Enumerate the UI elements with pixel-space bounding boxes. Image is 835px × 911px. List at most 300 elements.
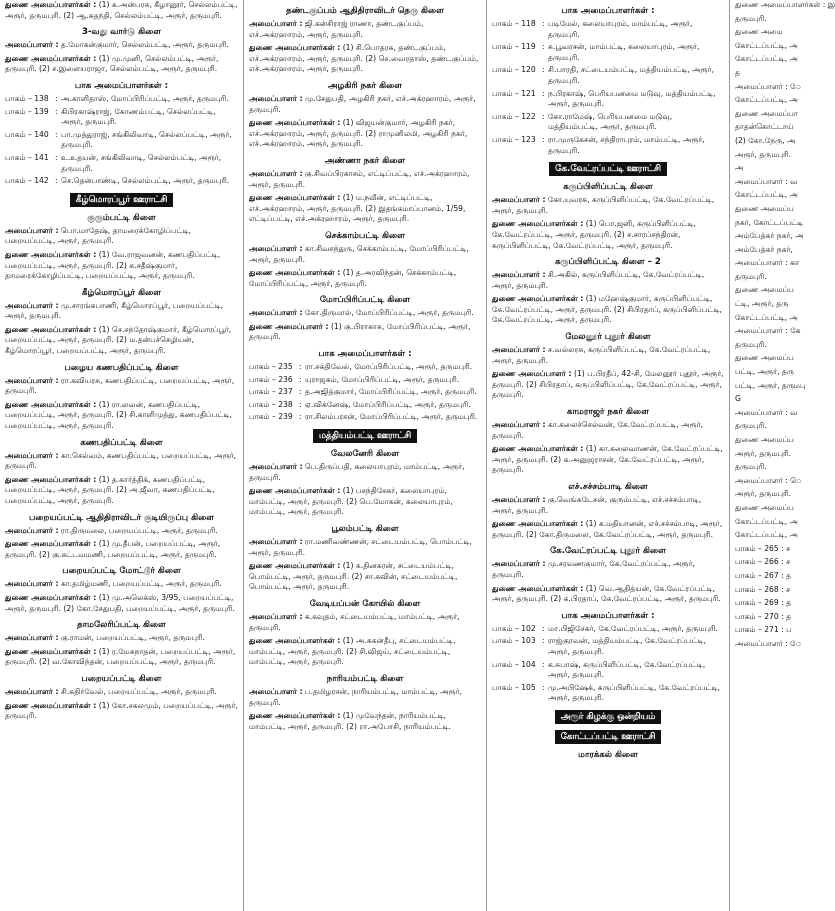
column-2 [243,0,486,911]
member-details: கு.சிவப்பிரகாசம், எட்டிப்பட்டி, எச்.அக்ரஹாரம், அரூர், தருமபுரி. [249,168,470,189]
role-label: துணை அமைப்பாளர்கள் : [5,539,97,549]
cropped-text-line: த [735,67,740,77]
branch-heading: அண்ணா நகர் கிளை [324,155,406,166]
booth-entry [249,400,481,411]
member-details: ச.வல்லரசு, கருப்பிளிப்பட்டி, கே.வேட்ரப்பட்டி, அரூர், தருமபுரி. [492,345,711,365]
role-label: அமைப்பாளர் : [249,243,303,253]
member-entry [492,519,724,540]
member-details: சி.கதிர்வேல், பறையப்பட்டி, அரூர், தருமபுரி. [58,686,217,696]
member-details: கு.வெங்கடேசன், குரும்பட்டி, எச்.சச்சம்பாடி, அரூர், தருமபுரி. [492,495,702,515]
branch-heading: தாமலேரிப்பட்டி கிளை [77,620,166,631]
booth-member: ரா.சக்திவேல், மோப்பிரிப்பட்டி, அரூர், தருமபுரி. [305,362,473,372]
member-details: (1) மு.தீபன், பறையப்பட்டி, அரூர், தருமபுரி. (2) கு.கட்டவமணி, பறையப்பட்டி, அரூர், தருமபுரி. [5,539,221,559]
booth-number: பாகம் – 142 [5,176,49,186]
role-label: துணை அமைப்பாளர்கள் : [5,399,97,409]
role-label: துணை அமைப்பாளர் : [492,369,572,379]
branch-heading: பழைய கணபதிப்பட்டி கிளை [64,362,179,373]
member-entry [5,579,238,590]
cropped-text-line: அமைப்பாளர் : வ [735,407,798,417]
branch-heading: வேலனேரி கிளை [331,449,399,460]
booth-entry [492,624,724,635]
branch-heading: செக்காம்பட்டி கிளை [325,230,405,241]
cropped-text-line: நகர், கோட்டப்பட்டி [735,217,804,227]
member-entry [492,219,724,251]
booth-member: படிமேல், கலையாபுரம், மாம்பட்டி, அரூர், தருமபுரி. [548,19,693,39]
member-details: (1) கோ.சகலமும், பறையப்பட்டி, அரூர், தருமபுரி. [5,700,238,721]
member-details: ரா.கவியரசு, கணபதிப்பட்டி, பறையப்பட்டி, அரூர், தருமபுரி. [5,375,235,396]
cropped-text-line: அரூர், தருமபுரி. [735,489,791,499]
separator: : [55,106,58,116]
member-entry [5,301,238,322]
cropped-text-line: அமைப்பாளர் : ே [735,638,802,648]
member-entry [249,94,481,115]
member-entry [492,345,724,366]
role-label: துணை அமைப்பாளர்கள் : [249,193,341,203]
role-label: அமைப்பாளர் : [249,462,303,472]
cropped-text-line: துணை அமைப்ப [735,502,794,512]
branch-heading: 3-வது வார்டு கிளை [81,27,161,38]
cropped-text-line: பாகம் – 268 : ச [735,584,791,594]
booth-member: ஏ.விக்னேஷ், மோப்பிரிப்பட்டி, அரூர், தருமபுரி. [305,399,471,409]
separator: : [55,93,58,103]
cropped-text-line: கோட்டப்பட்டி, அ [735,530,798,540]
member-details: (1) ர.மேகநாதன், பறையப்பட்டி, அரூர், தருமபுரி. (2) வ.கோவிந்தன், பறையப்பட்டி, அரூர், தருமபுரி. [5,646,236,667]
member-details: (1) க.மதியானன், எச்.சச்சம்பாடி, அரூர், தருமபுரி. (2) கோ.திருமலை, கே.வேட்ரப்பட்டி, அரூர், தருமபுரி. [492,519,723,539]
role-label: அமைப்பாளர் : [492,495,546,504]
member-details: (1) ப.பிரதீப், 42-சி, மேலனூர் புதூர், அரூர், தருமபுரி. (2) சிபிரதாப், கருப்பிளிப்பட்டி, கே.வேட்ரப்பட்டி, அரூர், தருமபுரி. [492,369,724,400]
booth-member: யுராஜகம், மோப்பிரிப்பட்டி, அரூர், தருமபுரி. [305,374,460,384]
separator: : [542,134,545,144]
booth-entry [492,89,724,110]
section-banner [492,162,724,176]
branch-heading: நாரியம்பட்டி கிளை [326,673,404,684]
booth-entry [5,153,238,174]
booth-number: பாகம் – 105 [492,682,536,692]
role-label: அமைப்பாளர் : [5,686,59,696]
member-entry [249,561,481,593]
member-entry [249,43,481,75]
role-label: துணை அமைப்பாளர்கள் : [492,583,584,593]
booth-member: ரா.முருகேசன், சந்திராபுரம், மாம்பட்டி, அரூர், தருமபுரி. [548,134,705,155]
member-details: மு.சேதுபதி, அழகிரி நகர், எச்.அக்ரஹாரம், அரூர், தருமபுரி. [249,93,476,114]
cropped-text-line: G [735,394,741,404]
booth-entry [492,65,724,86]
cropped-text-line: துணை அமைப்பாளர்கள் : இ [735,0,835,9]
cropped-text-line: கோட்டப்பட்டி, அ [735,95,798,105]
section-banner-label: மத்தியம்பட்டி ஊராட்சி [313,429,417,443]
booth-entry [249,412,481,423]
role-label: துணை அமைப்பாளர்கள் : [249,268,341,278]
member-details: (1) வெ.ஆதித்யன், கே.வேட்ரப்பட்டி, அரூர், தருமபுரி. (2) க.பிரதாப், கே.வேட்ரப்பட்டி, அரூர், தருமபுரி. [492,583,721,604]
separator: : [299,374,302,384]
booth-number: பாகம் – 121 [492,88,536,98]
booth-number: பாகம் – 139 [5,106,49,116]
booth-entry [492,660,724,681]
member-details: (1) த.கார்த்திக், கணபதிப்பட்டி, பறையப்பட்டி, அரூர், தருமபுரி. (2) அ.ஜீவா, கணபதிப்பட்டி, பறையப்பட்டி, அரூர், தருமபுரி. [5,474,215,505]
member-entry [5,526,238,537]
member-entry [249,193,481,225]
role-label: அமைப்பாளர் : [5,579,59,589]
section-banner-label: கீழ்மொரப்பூர் ஊராட்சி [70,193,174,207]
cropped-text-line: அமைப்பாளர் : ெ [735,475,802,485]
booth-entry [492,636,724,657]
section-banner [492,710,724,724]
member-entry [492,559,724,580]
member-details: (1) வே.ராஜவனன், கணபதிப்பட்டி, பறையப்பட்டி, அரூர், தருமபுரி. (2) க.சதீஷ்குமார், தாமரைக்கோழிப்பட்டி, பறையப்பட்டி, அரூர், தருமபுரி. [5,249,221,281]
cropped-text-line: (2) கோ.நேரு, அ [735,135,796,145]
booth-number: பாகம் – 118 [492,19,536,28]
role-label: துணை அமைப்பாளர்கள் : [492,294,584,304]
section-banner-label: அரூர் கிழக்கு ஒன்றியம் [555,710,662,724]
booth-number: பாகம் – 235 [249,362,293,372]
booth-member: க.சுபாஷ், கருப்பிளிப்பட்டி, கே.வேட்ரப்பட்டி, அரூர், தருமபுரி. [548,659,706,680]
role-label: துணை அமைப்பாளர்கள் : [5,700,97,710]
booth-number: பாகம் – 141 [5,152,49,162]
role-label: அமைப்பாளர் : [492,270,546,280]
cropped-text-line: தருமபுரி. [735,271,767,281]
branch-heading: அழகிரி நகர் கிளை [327,80,403,91]
member-details: (1) சி.பொதரசு, தண்டகுப்பம், எச்.அக்ரஹாரம், அரூர், தருமபுரி. (2) செ.வைரதாஸ், தண்டகுப்பம், எச்.அக்ரஹாரம், அரூர், தருமபுரி. [249,43,479,74]
member-entry [249,118,481,150]
member-details: (1) பசந்திசேகர், கலையாபுரம், மாம்பட்டி, அரூர், தருமபுரி. (2) பெ.மோகன், கலையாபுரம், மாம்பட்டி, அரூர், தருமபுரி. [249,486,453,517]
branch-heading: மோப்பிரிப்பட்டி கிளை [319,295,411,306]
role-label: அமைப்பாளர் : [249,168,303,178]
role-label: அமைப்பாளர் : [5,633,59,643]
member-entry [249,268,481,289]
role-label: துணை அமைப்பாளர்கள் : [5,474,97,484]
cropped-text-line: அரூர், தருமபுரி. [735,149,791,159]
member-entry [249,711,481,732]
cropped-text-line: துணை அமைப்பா [735,108,798,118]
member-details: (1) மஹேஷ்குமார், கருப்பிளிப்பட்டி, கே.வேட்ரப்பட்டி, அரூர், தருமபுரி. (2) சிபிரதாப், கருப்பிளிப்பட்டி, கே.வேட்ரப்பட்டி, அரூர், தருமபுரி. [492,294,722,325]
member-details: (1) ரா.லவன், கணபதிப்பட்டி, பறையப்பட்டி, அரூர், தருமபுரி. (2) சி.காளிமுத்து, கணபதிப்பட்டி, பறையப்பட்டி, அரூர், தருமபுரி. [5,399,232,431]
cropped-text-line: தாதன்கொட்டாய் [735,122,794,132]
section-banner-label: கே.வேட்ரப்பட்டி ஊராட்சி [549,162,667,176]
role-label: அமைப்பாளர் : [249,19,303,28]
member-details: கோ.யுவரசு, கருப்பிளிப்பட்டி, கே.வேட்ரப்பட்டி, அரூர், தருமபுரி. [492,195,715,215]
member-entry [492,270,724,291]
booth-number: பாகம் – 119 [492,42,536,52]
cropped-text-line: தருமபுரி. [735,13,767,23]
member-details: (1) பொ.ஜனி, கருப்பிளிப்பட்டி, கே.வேட்ரப்பட்டி, அரூர், தருமபுரி. (2) ச.சாரப்சந்திரன், கருப்பிளிப்பட்டி, கே.வேட்ரப்பட்டி, அரூர், தருமபுரி. [492,219,696,250]
member-details: கோ.திருமால், மோப்பிரிப்பட்டி, அரூர், தருமபுரி. [302,308,474,318]
cropped-text-line: துணை அமைப்ப [735,285,794,295]
member-entry [249,462,481,483]
cropped-text-line: கோட்டப்பட்டி, அ [735,516,798,526]
branch-heading: மாரக்கல் கிளை [578,749,638,760]
separator: : [542,19,545,28]
column-4 [729,0,835,911]
member-details: ரா.மணிவண்ணன், சட்டையம்பட்டி, பொம்பட்டி, அரூர், தருமபுரி. [249,537,472,557]
member-details: த.மோகன்குமார், செல்லம்பட்டி, அரூர், தருமபுரி. [58,40,229,50]
member-entry [5,633,238,644]
booth-entry [492,112,724,133]
cropped-text-line: அம்பேத்கர் நகர், அ [735,231,804,241]
branch-heading: கீழ்மொரப்பூர் கிளை [81,287,162,298]
branch-heading: காமராஜர் நகர் கிளை [567,407,649,418]
member-entry [5,325,238,357]
separator: : [55,176,58,186]
member-details: மு.சாரங்கபாணி, கீழ்மொரப்பூர், பறையப்பட்டி, அரூர், தருமபுரி. [5,300,224,321]
member-entry [249,687,481,708]
booth-member: செ.தென்பாண்டி, செல்லம்பட்டி, அரூர், தருமபுரி. [61,176,230,186]
separator: : [299,362,302,372]
member-details: கா.கலைச்செல்வன், கே.வேட்ரப்பட்டி, அரூர், தருமபுரி. [492,420,704,440]
cropped-text-line: கோட்டப்பட்டி, அ [735,40,798,50]
member-entry [5,687,238,698]
member-details: (1) மு.அலெக்ஸ், 3/95, பறையப்பட்டி, அரூர், தருமபுரி. (2) கோ.சேதுபதி, பறையப்பட்டி, அரூர், தருமபுரி. [5,592,235,613]
member-entry [249,486,481,518]
member-details: (1) ம.நவீன், எட்டிப்பட்டி, எச்.அக்ரஹாரம், அரூர், தருமபுரி. (2) இதங்கமாப்பானம், 1/59, எட்டிப்பட்டி, எச்.அக்ரஹாரம், அரூர், தருமபுரி. [249,193,466,224]
cropped-text-line: பாகம் – 265 : ச [735,543,791,553]
member-entry [249,169,481,190]
member-entry [249,308,481,319]
separator: : [299,399,302,409]
member-entry [249,322,481,343]
separator: : [542,682,545,692]
cropped-text-line: துணை அமைப்ப [735,203,794,213]
booth-entry [492,42,724,63]
booth-number: பாகம் – 103 [492,636,536,646]
member-entry [492,584,724,605]
branch-heading: பாக அமைப்பாளர்கள் : [318,349,412,360]
branch-heading: கருப்பிளிப்பட்டி கிளை [563,182,653,193]
role-label: துணை அமைப்பாளர்கள் : [249,561,341,571]
member-entry [5,400,238,432]
member-entry [5,539,238,560]
member-details: மு.சரவணகுமார், கே.வேட்ரப்பட்டி, அரூர், தருமபுரி. [492,559,695,579]
branch-heading: பறையப்பட்டி கிளை [81,673,162,684]
role-label: துணை அமைப்பாளர்கள் : [492,219,584,229]
role-label: அமைப்பாளர் : [492,559,546,569]
member-details: (1) செ.சந்தோஷ்குமார், கீழ்மொரப்பூர், பறையப்பட்டி, அரூர், தருமபுரி. (2) ம.தன்பச்செழியன், கீழ்மொரப்பூர், பறையப்பட்டி, அரூர், தருமபுரி. [5,324,232,356]
branch-heading: பாக அமைப்பாளர்கள் : [74,80,169,91]
member-details: (1) விஜயன்குமார், அழகிரி நகர், எச்.அக்ரஹாரம், அரூர், தருமபுரி. (2) ராமுனிலமி, அழகிரி நகர், எச்.அக்ரஹாரம், அரூர், தருமபுரி. [249,118,468,149]
booth-number: பாகம் – 123 [492,134,536,144]
booth-number: பாகம் – 239 [249,412,293,422]
booth-member: உ.உதயன், சங்கிலிவாடி, செல்லம்பட்டி, அரூர், தருமபுரி. [61,152,222,173]
column-1 [0,0,243,911]
booth-entry [5,107,238,128]
column-3 [486,0,729,911]
cropped-text-line: பட்டி, அரூர், தரு [735,367,794,377]
booth-member: மு.அபிஷேக், கருப்பிளிப்பட்டி, கே.வேட்ரப்பட்டி, அரூர், தருமபுரி. [548,682,720,703]
cropped-text-line: அ [735,163,744,173]
member-details: கா.செல்வம், கணபதிப்பட்டி, பறையப்பட்டி, அரூர், தருமபுரி. [5,450,237,471]
separator: : [542,623,545,633]
branch-heading: குரும்பட்டி கிளை [87,212,156,223]
member-details: க.கவுதம், சட்டையம்பட்டி, மாம்பட்டி, அரூர், தருமபுரி. [249,611,460,632]
separator: : [55,129,58,139]
booth-number: பாகம் – 238 [249,399,293,409]
booth-member: ராஜ்குரவன், மத்தியம்பட்டி, கே.வேட்ரப்பட்டி, அரூர், தருமபுரி. [548,636,706,656]
cropped-text-line: துணை அமைப்ப [735,353,794,363]
member-details: பொ.மாதேஷ், தாமரைக்கோழிப்பட்டி, பறையப்பட்டி, அரூர், தருமபுரி. [5,225,192,246]
branch-heading: பூலம்பட்டி கிளை [331,524,399,534]
role-label: அமைப்பாளர் : [5,40,59,50]
role-label: அமைப்பாளர் : [5,450,59,460]
cropped-text-line: துணை அமைப்ப [735,435,794,444]
cropped-text-line: துணை அமை [735,27,783,37]
member-entry [5,54,238,75]
booth-entry [249,387,481,398]
branch-heading: கருப்பிளிப்பட்டி கிளை – 2 [555,257,661,268]
member-details: கு.ராமன், பறையப்பட்டி, அரூர், தருமபுரி. [58,633,205,643]
booth-member: கிபிரகாஷ்ராஜ், கோணம்பட்டி, செல்லப்பட்டி, அரூர், தருமபுரி. [61,106,216,127]
booth-number: பாகம் – 236 [249,374,293,384]
member-details: (1) அ.ககன்தீபு, சட்டையம்பட்டி, மாம்பட்டி, அரூர், தருமபுரி. (2) சி.விஜய், சட்டையம்பட்டி, மாம்பட்டி, அரூர், தருமபுரி. [249,636,456,667]
booth-member: ரா.சிலம்பரசன், மோப்பிரிப்பட்டி, அரூர், தருமபுரி. [305,412,478,422]
member-entry [249,244,481,265]
member-entry [249,636,481,668]
role-label: அமைப்பாளர் : [249,537,303,546]
member-details: (1) க.அன்பரசு, கீழானூர், செல்லம்பட்டி, அரூர், தருமபுரி. (2) ஆ.சுதந்தி, செல்லம்பட்டி, அரூர், தருமபுரி. [5,0,238,20]
member-entry [492,195,724,216]
role-label: அமைப்பாளர் : [492,420,546,430]
member-entry [5,376,238,397]
branch-heading: பறையப்பட்டி மோட்டூர் கிளை [62,566,181,577]
booth-member: ந.பிரகாஷ், பெரியபனமை மடுவு, மத்தியம்பட்டி, அரூர், தருமபுரி. [548,88,716,109]
role-label: அமைப்பாளர் : [249,308,303,318]
cropped-text-line: தருமபுரி. [735,421,767,431]
member-details: (1) கா.கலைவாணன், கே.வேட்ரப்பட்டி, அரூர், தருமபுரி. (2) க.அனுஜராசன், கே.வேட்ரப்பட்டி, அரூர், தருமபுரி. [492,444,723,475]
member-details: ஜி.கன்சிராஜ் ராணா, தண்டகுப்பம், எச்.அக்ரஹாரம், அரூர், தருமபுரி. [249,19,424,39]
role-label: துணை அமைப்பாளர்கள் : [5,249,97,259]
separator: : [542,636,545,646]
member-entry [5,250,238,282]
booth-member: சு.பூவரசன், மாம்பட்டி, கலையாபுரம், அரூர், தருமபுரி. [548,42,700,62]
booth-member: சி.பாரதி, சட்டையம்பட்டி, மத்தியம்பட்டி, அரூர், தருமபுரி. [548,65,715,85]
role-label: அமைப்பாளர் : [5,300,59,310]
branch-heading: மேலனூர் புதூர் கிளை [565,332,651,343]
cropped-text-line: பாகம் – 267 : த [735,570,792,580]
section-banner-label: கோட்டப்பட்டி ஊராட்சி [555,730,662,744]
booth-entry [5,130,238,151]
member-entry [5,451,238,472]
booth-number: பாகம் – 138 [5,93,49,103]
branch-heading: பாக அமைப்பாளர்கள் : [561,6,655,16]
branch-heading: பறையப்பட்டி ஆதிதிராவிடர் குடியிருப்பு கிளை [28,512,215,523]
booth-entry [249,362,481,373]
member-details: சி.அகில், கருப்பிளிப்பட்டி, கே.வேட்ரப்பட்டி, அரூர், தருமபுரி. [492,270,705,290]
member-details: கா.தமிழ்மணி, பறையப்பட்டி, அரூர், தருமபுரி. [58,579,222,589]
member-entry [492,420,724,441]
role-label: துணை அமைப்பாளர் : [249,321,329,331]
branch-heading: கணபதிப்பட்டி கிளை [80,437,163,448]
separator: : [542,111,545,121]
member-details: ரா.திருமலை, பறையப்பட்டி, அரூர், தருமபுரி. [58,525,218,535]
role-label: அமைப்பாளர் : [249,93,303,103]
section-banner [249,429,481,443]
member-entry [5,226,238,247]
cropped-text-line: அமைப்பாளர் : கே [735,326,801,336]
role-label: துணை அமைப்பாளர்கள் : [492,519,584,529]
cropped-text-line: ட்டி, அரூர், தரு [735,299,789,309]
booth-number: பாகம் – 122 [492,111,536,121]
booth-entry [492,135,724,156]
member-entry [492,444,724,476]
member-entry [492,495,724,516]
member-entry [249,612,481,633]
branch-heading: கே.வேட்ரப்பட்டி புதூர் கிளை [550,546,666,557]
member-entry [5,0,238,21]
separator: : [55,152,58,162]
role-label: துணை அமைப்பாளர்கள் : [5,53,97,63]
role-label: துணை அமைப்பாளர்கள் : [249,711,341,721]
cropped-text-line: தருமபுரி. [735,339,767,349]
cropped-text-line: பாகம் – 269 : த [735,598,792,608]
booth-entry [249,375,481,386]
separator: : [542,65,545,75]
branch-heading: எச்.சச்சம்பாடி கிளை [568,482,648,492]
separator: : [299,387,302,397]
cropped-text-line: கோட்டப்பட்டி, அ [735,190,798,200]
cropped-text-line: அமைப்பாளர் : ே [735,81,802,91]
cropped-text-line: பாகம் – 266 : ச [735,557,791,567]
role-label: அமைப்பாளர் : [5,375,59,385]
booth-entry [5,176,238,187]
branch-heading: பாக அமைப்பாளர்கள் : [561,610,655,621]
booth-entry [5,94,238,105]
separator: : [542,659,545,669]
booth-entry [492,683,724,704]
member-details: கா.சிவசந்துரு, செக்காம்பட்டி, மோப்பிரிப்பட்டி, அரூர், தருமபுரி. [249,243,469,264]
booth-entry [492,19,724,40]
member-entry [492,369,724,401]
role-label: அமைப்பாளர் : [5,525,59,535]
cropped-text-line: கோட்டப்பட்டி, அ [735,54,798,64]
cropped-text-line: தருமபுரி. [735,462,767,472]
role-label: துணை அமைப்பாளர்கள் : [5,592,97,602]
booth-number: பாகம் – 140 [5,129,49,139]
booth-number: பாகம் – 120 [492,65,536,75]
role-label: அமைப்பாளர் : [492,195,546,205]
member-details: (1) த.அரவிந்தன், செக்காம்பட்டி, மோப்பிரிப்பட்டி, அரூர், தருமபுரி. [249,268,457,288]
cropped-text-line: அரூர், தருமபுரி. [735,448,791,458]
cropped-text-line: அமைப்பாளர் : வ [735,176,798,186]
booth-member: கோ.ராமேஷ், பெரியபனமை மடுவு, மத்தியம்பட்டி, அரூர், தருமபுரி. [548,111,673,132]
member-details: ப.தமிழரசன், நாரியம்பட்டி, மாம்பட்டி, அரூர், தருமபுரி. [249,686,463,707]
section-banner [5,193,238,207]
role-label: துணை அமைப்பாளர்கள் : [5,324,97,334]
member-entry [5,701,238,722]
role-label: அமைப்பாளர் : [249,611,303,621]
booth-member: பா.முத்துராஜ், சங்கிலிவாடி, செல்லப்பட்டி, அரூர், தருமபுரி. [61,129,232,150]
branch-heading: வேடியப்பன் கோயில் கிளை [309,598,421,609]
member-entry [492,294,724,326]
booth-member: த.அஜித்குமார், மோப்பிரிப்பட்டி, அரூர், தருமபுரி. [305,387,477,397]
member-details: (1) மு.முனி, செல்லம்பட்டி, அரூர், தருமபுரி. (2) ச.இளையராஜா, செல்லம்பட்டி, அரூர், தருமபுரி. [5,53,219,74]
separator: : [542,42,545,52]
role-label: துணை அமைப்பாளர்கள் : [249,636,341,646]
branch-heading: தண்டகுப்பம் ஆதிதிராவிடர் தெரு கிளை [286,6,444,16]
cropped-text-line: பாகம் – 271 : ப [735,625,792,635]
booth-member: மா.பிஜிசேகர், கே.வேட்ரப்பட்டி, அரூர், தருமபுரி. [548,623,718,633]
cropped-text-line: அமைப்பாளர் : கா [735,258,800,268]
role-label: அமைப்பாளர் : [5,225,59,235]
member-entry [249,537,481,558]
role-label: துணை அமைப்பாளர்கள் : [249,118,341,128]
member-entry [5,647,238,668]
role-label: துணை அமைப்பாளர்கள் : [249,486,341,496]
member-entry [249,19,481,40]
cropped-text-line: பட்டி, அரூர், தருமபு [735,380,806,390]
separator: : [299,412,302,422]
cropped-text-line: பாகம் – 270 : த [735,611,792,621]
role-label: துணை அமைப்பாளர்கள் : [5,0,97,9]
member-details: (1) க.தினகரன், சட்டையம்பட்டி, பொம்பட்டி, அரூர், தருமபுரி. (2) சா.சுவின், சட்டையம்பட்டி, பொம்பட்டி, அரூர், தருமபுரி. [249,561,458,592]
member-details: (1) முவேந்தன், நாரியம்பட்டி, மாம்பட்டி, அரூர், தருமபுரி. (2) ரா.அபோசி, நாரியம்பட்டி. [249,711,451,731]
